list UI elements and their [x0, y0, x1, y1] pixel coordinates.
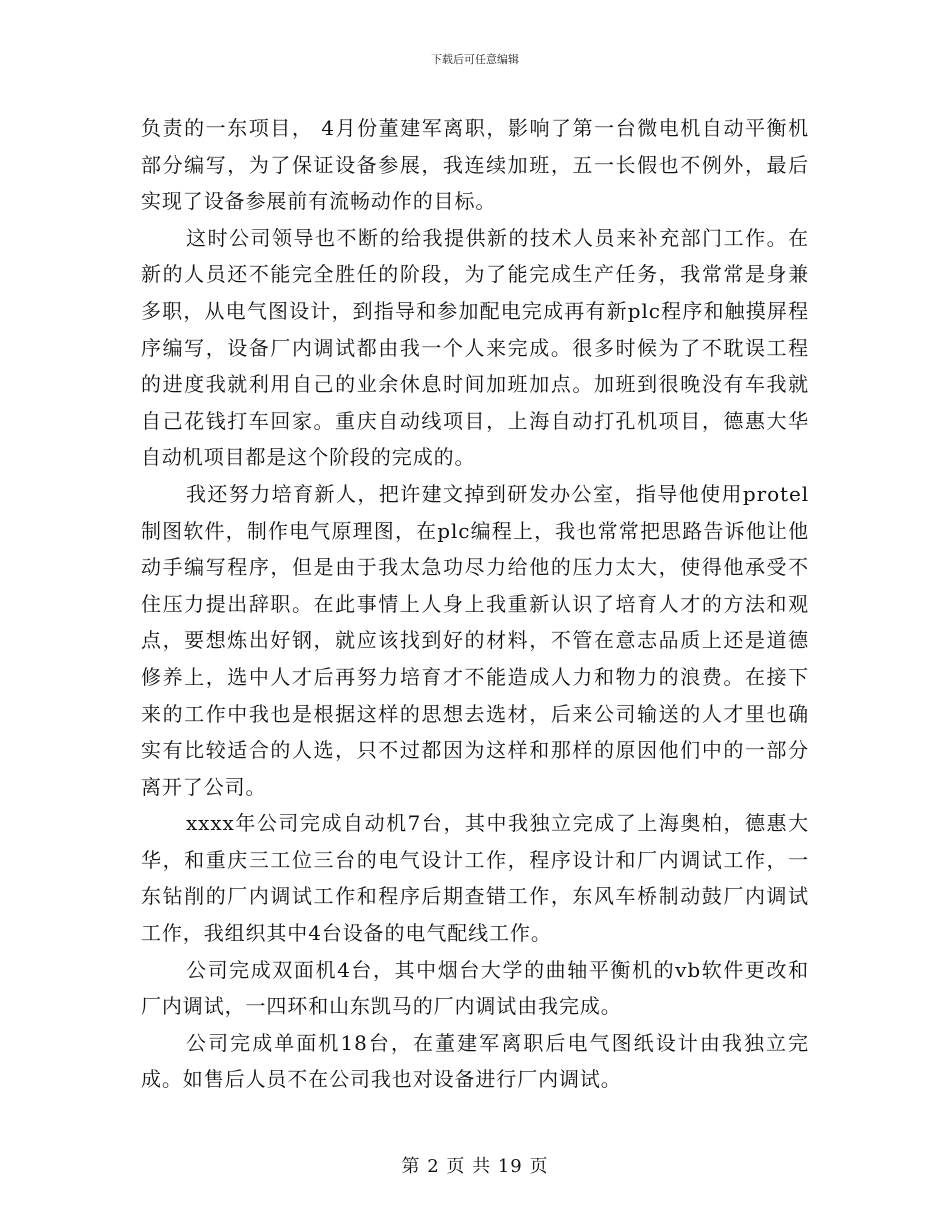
paragraph-5: 公司完成双面机4台，其中烟台大学的曲轴平衡机的vb软件更改和厂内调试，一四环和山东凯马的厂内调试由我完成。 [141, 957, 809, 1019]
page-number-footer: 第 2 页 共 19 页 [401, 1156, 549, 1177]
paragraph-1: 负责的一东项目， 4月份董建军离职，影响了第一台微电机自动平衡机部分编写，为了保证设备参展，我连续加班，五一长假也不例外，最后实现了设备参展前有流畅动作的目标。 [141, 116, 809, 214]
paragraph-2: 这时公司领导也不断的给我提供新的技术人员来补充部门工作。在新的人员还不能完全胜任的阶段，为了能完成生产任务，我常常是身兼多职，从电气图设计，到指导和参加配电完成再有新plc程序和触摸屏程序编写，设备厂内调试都由我一个人来完成。很多时候为了不耽误工程的进度我就利用自己的业余休息时间加班加点。加班到很晚没有车我就自己花钱打车回家。重庆自动线项目，上海自动打孔机项目，德惠大华自动机项目都是这个阶段的完成的。 [141, 225, 809, 470]
paragraph-3: 我还努力培育新人，把许建文掉到研发办公室，指导他使用protel制图软件，制作电气原理图，在plc编程上，我也常常把思路告诉他让他动手编写程序，但是由于我太急功尽力给他的压力太大，使得他承受不住压力提出辞职。在此事情上人身上我重新认识了培育人才的方法和观点，要想炼出好钢，就应该找到好的材料，不管在意志品质上还是道德修养上，选中人才后再努力培育才不能造成人力和物力的浪费。在接下来的工作中我也是根据这样的思想去选材，后来公司输送的人才里也确实有比较适合的人选，只不过都因为这样和那样的原因他们中的一部分离开了公司。 [141, 481, 809, 799]
paragraph-6: 公司完成单面机18台，在董建军离职后电气图纸设计由我独立完成。如售后人员不在公司我也对设备进行厂内调试。 [141, 1030, 809, 1092]
page-header: 下载后可任意编辑 [431, 53, 519, 66]
document-body [141, 110, 809, 1098]
paragraph-4: xxxx年公司完成自动机7台，其中我独立完成了上海奥柏，德惠大华，和重庆三工位三台的电气设计工作，程序设计和厂内调试工作，一东钻削的厂内调试工作和程序后期查错工作，东风车桥制动鼓厂内调试工作，我组织其中4台设备的电气配线工作。 [141, 811, 809, 946]
